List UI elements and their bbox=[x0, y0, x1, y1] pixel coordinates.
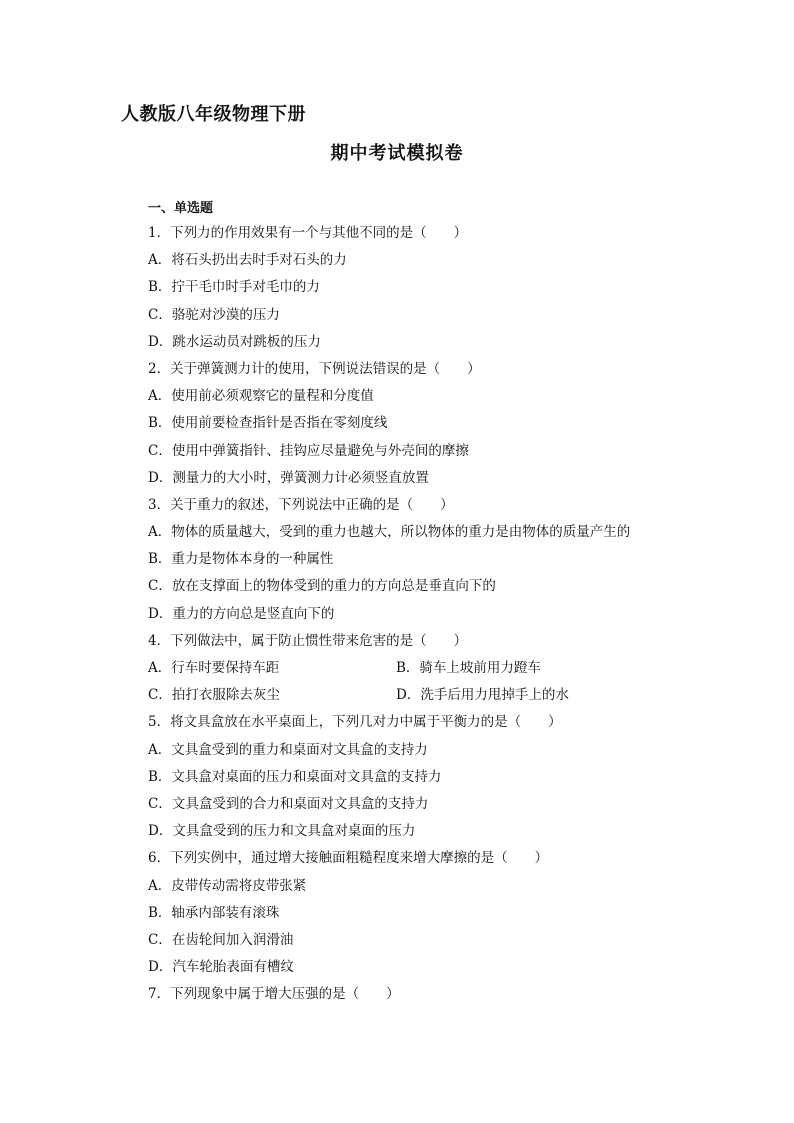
section-heading: 一、单选题 bbox=[148, 201, 214, 216]
question-stem: 7．下列现象中属于增大压强的是（ ） bbox=[148, 986, 400, 1003]
document-subtitle: 期中考试模拟卷 bbox=[330, 143, 464, 164]
question-list bbox=[148, 223, 668, 1011]
answer-option: D．洗手后用力甩掉手上的水 bbox=[396, 687, 569, 704]
question-stem: 3．关于重力的叙述，下列说法中正确的是（ ） bbox=[148, 496, 454, 513]
question-stem: 6．下列实例中，通过增大接触面粗糙程度来增大摩擦的是（ ） bbox=[148, 850, 549, 867]
answer-option: A．皮带传动需将皮带张紧 bbox=[148, 877, 307, 894]
answer-option: C．骆驼对沙漠的压力 bbox=[148, 306, 280, 323]
answer-option: C．放在支撑面上的物体受到的重力的方向总是垂直向下的 bbox=[148, 578, 496, 595]
answer-option: B．拧干毛巾时手对毛巾的力 bbox=[148, 279, 320, 296]
question-stem: 1．下列力的作用效果有一个与其他不同的是（ ） bbox=[148, 225, 468, 241]
answer-option: C．使用中弹簧指针、挂钩应尽量避免与外壳间的摩擦 bbox=[148, 442, 469, 459]
answer-option: A．将石头扔出去时手对石头的力 bbox=[148, 252, 347, 269]
answer-option: D．测量力的大小时，弹簧测力计必须竖直放置 bbox=[148, 469, 429, 486]
answer-option: C．拍打衣服除去灰尘 bbox=[148, 687, 280, 704]
answer-option: A．使用前必须观察它的量程和分度值 bbox=[148, 388, 374, 405]
answer-option: A．文具盒受到的重力和桌面对文具盒的支持力 bbox=[148, 741, 428, 758]
answer-option: D．跳水运动员对跳板的压力 bbox=[148, 333, 321, 350]
answer-option: C．在齿轮间加入润滑油 bbox=[148, 931, 294, 948]
question-stem: 2．关于弹簧测力计的使用，下例说法错误的是（ ） bbox=[148, 360, 481, 377]
question-stem: 4．下列做法中，属于防止惯性带来危害的是（ ） bbox=[148, 632, 468, 649]
option-row bbox=[148, 658, 668, 685]
answer-option: B．文具盒对桌面的压力和桌面对文具盒的支持力 bbox=[148, 768, 442, 785]
answer-option: B．重力是物体本身的一种属性 bbox=[148, 551, 334, 568]
answer-option: A．行车时要保持车距 bbox=[148, 660, 280, 676]
answer-option: B．轴承内部装有滚珠 bbox=[148, 904, 280, 921]
document-title: 人教版八年级物理下册 bbox=[121, 104, 306, 125]
answer-option: A．物体的质量越大，受到的重力也越大，所以物体的重力是由物体的质量产生的 bbox=[148, 524, 631, 541]
answer-option: D．汽车轮胎表面有槽纹 bbox=[148, 959, 294, 976]
answer-option: D．文具盒受到的压力和文具盒对桌面的压力 bbox=[148, 823, 416, 840]
answer-option: B．使用前要检查指针是否指在零刻度线 bbox=[148, 415, 388, 432]
option-row bbox=[148, 685, 668, 712]
answer-option: C．文具盒受到的合力和桌面对文具盒的支持力 bbox=[148, 795, 429, 812]
question-stem: 5．将文具盒放在水平桌面上，下列几对力中属于平衡力的是（ ） bbox=[148, 714, 562, 731]
answer-option: B．骑车上坡前用力蹬车 bbox=[396, 660, 541, 676]
answer-option: D．重力的方向总是竖直向下的 bbox=[148, 605, 335, 622]
